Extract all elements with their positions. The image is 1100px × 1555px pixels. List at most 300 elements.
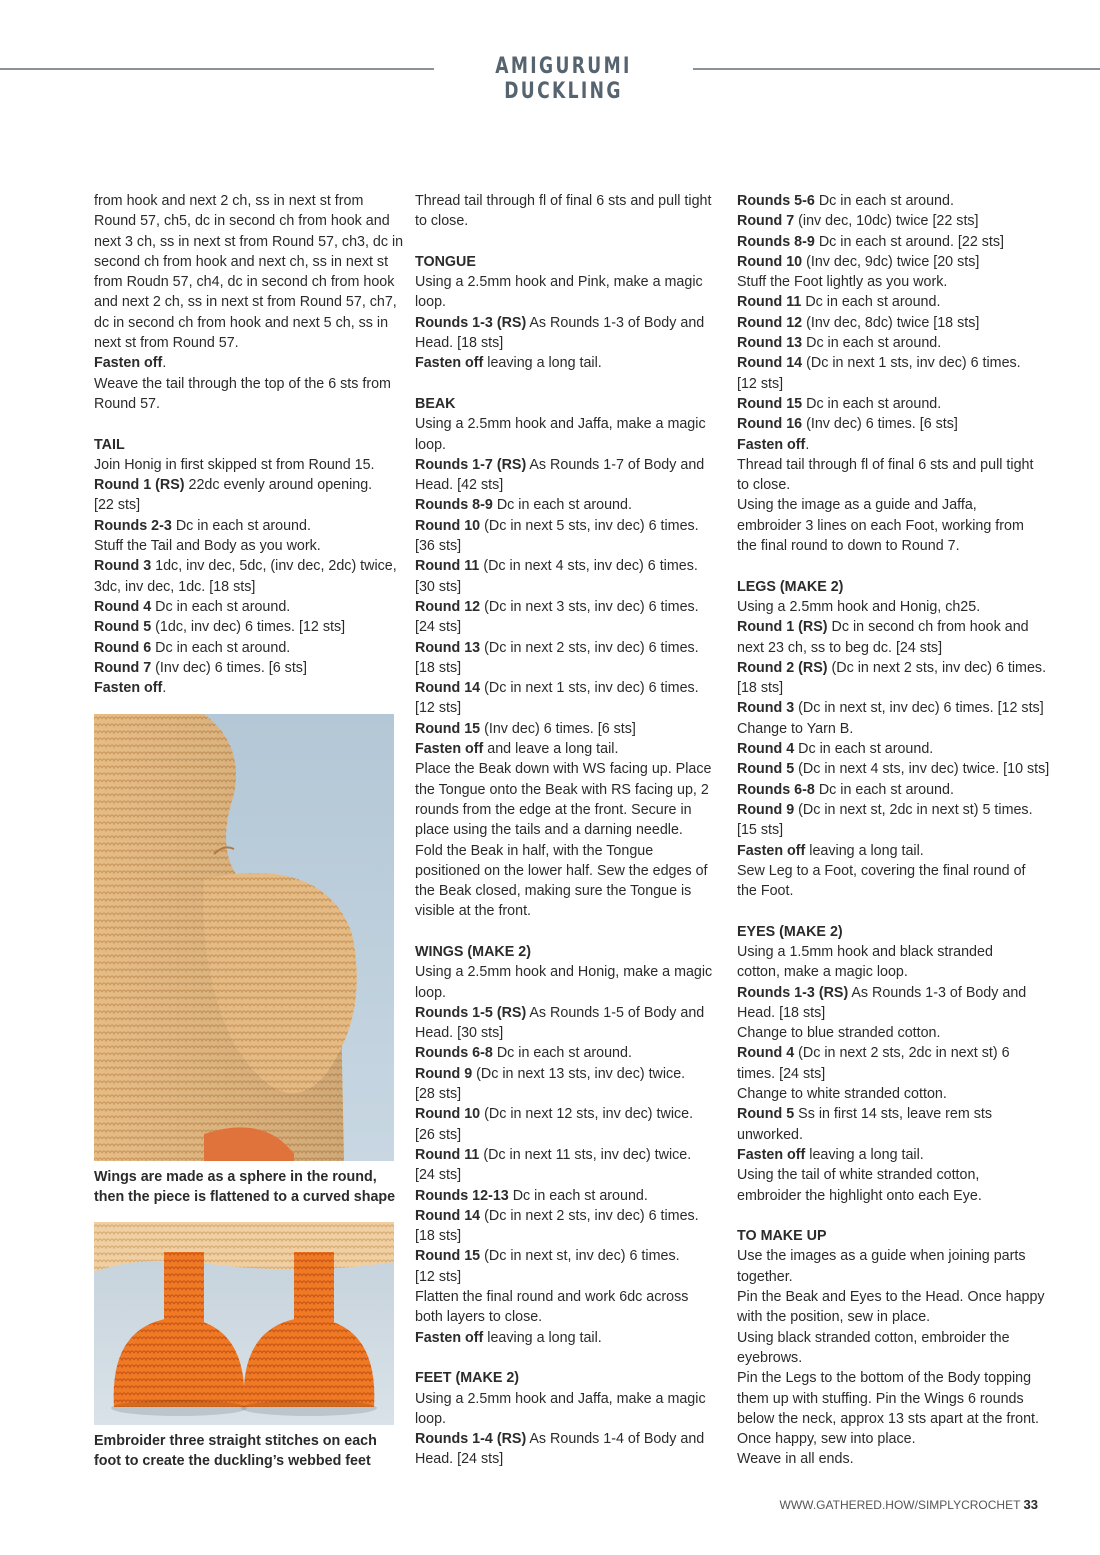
text-line bbox=[737, 983, 1042, 1003]
bold-label: Round 11 bbox=[415, 558, 480, 575]
text-line bbox=[415, 313, 715, 333]
text-line bbox=[94, 536, 394, 556]
text-line bbox=[737, 435, 1042, 455]
line-text: Using the image as a guide and Jaffa, bbox=[737, 497, 977, 514]
line-text: leaving a long tail. bbox=[483, 355, 602, 372]
line-text: (Dc in next 5 sts, inv dec) 6 times. bbox=[480, 517, 699, 534]
text-line bbox=[415, 983, 715, 1003]
line-text: (Dc in next 12 sts, inv dec) twice. bbox=[480, 1106, 694, 1123]
line-text: leaving a long tail. bbox=[805, 842, 924, 859]
text-line bbox=[415, 1287, 715, 1307]
text-line bbox=[737, 597, 1042, 617]
paragraph-gap bbox=[737, 1206, 1042, 1226]
text-line bbox=[94, 292, 397, 312]
text-line bbox=[737, 252, 1042, 272]
bold-label: Round 2 (RS) bbox=[737, 659, 828, 676]
text-line bbox=[737, 658, 1047, 678]
line-text: 22dc evenly around opening. bbox=[184, 477, 373, 494]
text-line bbox=[94, 658, 394, 678]
text-line bbox=[415, 1064, 715, 1084]
line-text: (1dc, inv dec) 6 times. [12 sts] bbox=[151, 619, 346, 636]
bold-label: Round 4 bbox=[737, 1045, 795, 1062]
text-line bbox=[415, 1043, 715, 1063]
bold-label: Rounds 5-6 bbox=[737, 193, 815, 209]
bold-label: Rounds 6-8 bbox=[415, 1045, 493, 1062]
line-text: place using the tails and a darning needle. bbox=[415, 822, 683, 839]
text-line bbox=[737, 1165, 1042, 1185]
text-line bbox=[415, 1226, 715, 1246]
bold-label: Round 4 bbox=[737, 741, 795, 758]
text-line bbox=[94, 313, 394, 333]
text-line bbox=[737, 719, 1042, 739]
text-line bbox=[94, 678, 394, 698]
text-line bbox=[737, 820, 1042, 840]
bold-label: Rounds 12-13 bbox=[415, 1187, 509, 1204]
bold-label: Round 15 bbox=[415, 720, 481, 737]
line-text: Weave in all ends. bbox=[737, 1451, 854, 1468]
line-text: Dc in each st around. bbox=[814, 193, 954, 209]
line-text: [12 sts] bbox=[415, 1268, 462, 1285]
header-rule-right bbox=[693, 68, 1100, 70]
line-text: and next 2 ch, ss in next st from Round 57, ch7, bbox=[94, 294, 397, 311]
text-line bbox=[737, 759, 1050, 779]
text-line bbox=[737, 536, 1042, 556]
bold-label: Round 9 bbox=[737, 801, 795, 818]
line-text: (Inv dec, 8dc) twice [18 sts] bbox=[802, 314, 980, 331]
line-text: Pin the Beak and Eyes to the Head. Once happy bbox=[737, 1289, 1045, 1306]
line-text: loop. bbox=[415, 436, 447, 453]
line-text: Weave the tail through the top of the 6 sts from bbox=[94, 375, 391, 392]
text-line bbox=[415, 1206, 715, 1226]
text-line bbox=[415, 435, 715, 455]
bold-label: Round 6 bbox=[94, 639, 152, 656]
line-text: next 3 ch, ss in next st from Round 57, ch3, dc in bbox=[94, 233, 404, 250]
text-line bbox=[415, 841, 715, 861]
line-text: unworked. bbox=[737, 1126, 803, 1143]
line-text: (inv dec, 10dc) twice [22 sts] bbox=[794, 213, 979, 230]
line-text: Thread tail through fl of final 6 sts and pull tight bbox=[415, 193, 712, 209]
text-line bbox=[737, 1186, 1042, 1206]
line-text: Using a 2.5mm hook and Jaffa, make a magic bbox=[415, 416, 706, 433]
text-line bbox=[737, 1003, 1042, 1023]
text-line bbox=[415, 211, 715, 231]
bold-label: Fasten off bbox=[415, 1329, 484, 1346]
text-line bbox=[737, 942, 1042, 962]
bold-label: Round 10 bbox=[737, 253, 803, 270]
text-line bbox=[737, 780, 1042, 800]
caption-line: foot to create the duckling’s webbed feet bbox=[94, 1453, 371, 1470]
line-text: Dc in each st around. bbox=[794, 741, 934, 758]
line-text: rounds from the edge at the front. Secure in bbox=[415, 801, 692, 818]
line-text: . bbox=[805, 436, 810, 453]
bold-label: WINGS (MAKE 2) bbox=[415, 943, 531, 960]
bold-label: Round 12 bbox=[737, 314, 803, 331]
line-text: Dc in each st around. bbox=[492, 497, 632, 514]
line-text: [12 sts] bbox=[415, 700, 462, 717]
text-line bbox=[737, 922, 1042, 942]
line-text: positioned on the lower half. Sew the edges of bbox=[415, 862, 708, 879]
text-line bbox=[737, 1125, 1042, 1145]
text-line bbox=[94, 475, 394, 495]
text-line bbox=[737, 678, 1042, 698]
line-text: Flatten the final round and work 6dc across bbox=[415, 1289, 689, 1306]
line-text: (Dc in next st, 2dc in next st) 5 times. bbox=[794, 801, 1033, 818]
text-line bbox=[737, 881, 1042, 901]
line-text: loop. bbox=[415, 1410, 447, 1427]
text-line bbox=[94, 333, 394, 353]
line-text: Dc in each st around. bbox=[814, 781, 954, 798]
line-text: As Rounds 1-7 of Body and bbox=[526, 456, 705, 473]
text-line bbox=[415, 191, 715, 211]
text-line bbox=[737, 394, 1042, 414]
text-line bbox=[94, 232, 404, 252]
text-line bbox=[737, 455, 1042, 475]
text-line bbox=[737, 1409, 1042, 1429]
bold-label: EYES (MAKE 2) bbox=[737, 923, 843, 940]
bold-label: Round 11 bbox=[737, 294, 802, 311]
text-line bbox=[94, 272, 394, 292]
bold-label: Round 14 bbox=[415, 680, 481, 697]
line-text: dc in second ch from hook and next 5 ch, ss in bbox=[94, 314, 389, 331]
photo-wing-closeup bbox=[94, 714, 394, 1161]
text-line bbox=[415, 1023, 715, 1043]
line-text: (Dc in next 13 sts, inv dec) twice. bbox=[472, 1065, 686, 1082]
line-text: cotton, make a magic loop. bbox=[737, 964, 908, 981]
text-line bbox=[94, 353, 394, 373]
text-line bbox=[94, 191, 394, 211]
line-text: (Dc in next st, inv dec) 6 times. bbox=[480, 1248, 680, 1265]
line-text: eyebrows. bbox=[737, 1349, 803, 1366]
bold-label: Fasten off bbox=[737, 1146, 806, 1163]
line-text: Head. [42 sts] bbox=[415, 477, 504, 494]
line-text: [26 sts] bbox=[415, 1126, 462, 1143]
line-text: Fold the Beak in half, with the Tongue bbox=[415, 842, 654, 859]
text-line bbox=[415, 597, 715, 617]
line-text: As Rounds 1-4 of Body and bbox=[526, 1431, 705, 1448]
text-line bbox=[415, 1449, 715, 1469]
bold-label: Round 1 (RS) bbox=[737, 619, 828, 636]
bold-label: Fasten off bbox=[415, 741, 484, 758]
line-text: (Inv dec) 6 times. [6 sts] bbox=[151, 659, 307, 676]
text-line bbox=[415, 1165, 715, 1185]
text-line bbox=[737, 1246, 1042, 1266]
line-text: (Dc in next 2 sts, inv dec) 6 times. bbox=[827, 659, 1047, 676]
text-line bbox=[94, 556, 397, 576]
line-text: (Inv dec) 6 times. [6 sts] bbox=[480, 720, 636, 737]
text-line bbox=[737, 1104, 1042, 1124]
bold-label: Round 3 bbox=[737, 700, 795, 717]
bold-label: Rounds 1-3 (RS) bbox=[415, 314, 527, 331]
line-text: to close. bbox=[737, 477, 791, 494]
line-text: Round 57, ch5, dc in second ch from hook and bbox=[94, 213, 390, 230]
text-line bbox=[737, 1043, 1042, 1063]
line-text: Head. [18 sts] bbox=[737, 1004, 826, 1021]
text-line bbox=[415, 1084, 715, 1104]
text-line bbox=[415, 780, 715, 800]
text-line bbox=[737, 414, 1042, 434]
line-text: to close. bbox=[415, 213, 469, 230]
text-line bbox=[415, 1003, 715, 1023]
text-line bbox=[737, 617, 1042, 637]
line-text: them up with stuffing. Pin the Wings 6 rounds bbox=[737, 1390, 1024, 1407]
bold-label: Round 9 bbox=[415, 1065, 473, 1082]
bold-label: Round 7 bbox=[94, 659, 152, 676]
bold-label: Rounds 8-9 bbox=[737, 233, 815, 250]
line-text: Dc in each st around. bbox=[802, 335, 942, 352]
text-line bbox=[737, 577, 1042, 597]
bold-label: Rounds 1-3 (RS) bbox=[737, 984, 849, 1001]
line-text: Thread tail through fl of final 6 sts and pull tight bbox=[737, 456, 1034, 473]
bold-label: Round 10 bbox=[415, 1106, 481, 1123]
line-text: Using a 2.5mm hook and Honig, make a magic bbox=[415, 964, 713, 981]
text-line bbox=[737, 292, 1042, 312]
text-line bbox=[737, 1389, 1042, 1409]
text-line bbox=[415, 1104, 715, 1124]
text-line bbox=[737, 495, 1042, 515]
line-text: Dc in each st around. bbox=[802, 395, 942, 412]
text-line bbox=[415, 719, 715, 739]
text-line bbox=[737, 1267, 1042, 1287]
text-line bbox=[737, 1064, 1042, 1084]
line-text: second ch from hook and next ch, ss in next st bbox=[94, 253, 389, 270]
bold-label: Rounds 1-7 (RS) bbox=[415, 456, 527, 473]
text-line bbox=[737, 1348, 1042, 1368]
line-text: Head. [18 sts] bbox=[415, 335, 504, 352]
paragraph-gap bbox=[737, 556, 1042, 576]
line-text: next 23 ch, ss to beg dc. [24 sts] bbox=[737, 639, 943, 656]
paragraph-gap bbox=[415, 374, 715, 394]
line-text: Dc in each st around. bbox=[171, 517, 311, 534]
text-line bbox=[737, 232, 1042, 252]
bold-label: Round 10 bbox=[415, 517, 481, 534]
line-text: Pin the Legs to the bottom of the Body topping bbox=[737, 1370, 1032, 1387]
paragraph-gap bbox=[415, 1348, 715, 1368]
text-line bbox=[415, 881, 715, 901]
line-text: Once happy, sew into place. bbox=[737, 1431, 916, 1448]
bold-label: Fasten off bbox=[737, 436, 806, 453]
text-line bbox=[737, 1307, 1042, 1327]
text-line bbox=[737, 313, 1042, 333]
line-text: Stuff the Foot lightly as you work. bbox=[737, 274, 948, 291]
bold-label: Round 13 bbox=[415, 639, 481, 656]
line-text: 1dc, inv dec, 5dc, (inv dec, 2dc) twice, bbox=[151, 558, 397, 575]
text-line bbox=[415, 333, 715, 353]
bold-label: Round 12 bbox=[415, 598, 481, 615]
column-2 bbox=[415, 191, 715, 1470]
text-line bbox=[737, 1145, 1042, 1165]
line-text: [18 sts] bbox=[415, 1228, 462, 1245]
line-text: (Dc in next 1 sts, inv dec) 6 times. bbox=[480, 680, 699, 697]
line-text: both layers to close. bbox=[415, 1309, 543, 1326]
line-text: [24 sts] bbox=[415, 619, 462, 636]
line-text: (Inv dec) 6 times. [6 sts] bbox=[802, 416, 958, 433]
text-line bbox=[415, 556, 715, 576]
line-text: Dc in each st around. bbox=[151, 598, 291, 615]
text-line bbox=[94, 374, 394, 394]
line-text: Place the Beak down with WS facing up. Place bbox=[415, 761, 712, 778]
caption-line: Wings are made as a sphere in the round, bbox=[94, 1169, 377, 1185]
text-line bbox=[737, 374, 1042, 394]
bold-label: Round 4 bbox=[94, 598, 152, 615]
line-text: embroider 3 lines on each Foot, working from bbox=[737, 517, 1024, 534]
text-line bbox=[415, 495, 715, 515]
line-text: (Dc in next 4 sts, inv dec) twice. [10 sts] bbox=[794, 761, 1050, 778]
photo-feet-closeup bbox=[94, 1222, 394, 1425]
text-line bbox=[94, 252, 394, 272]
text-line bbox=[415, 394, 715, 414]
text-line bbox=[415, 292, 715, 312]
bold-label: Rounds 1-4 (RS) bbox=[415, 1431, 527, 1448]
line-text: (Dc in next 2 sts, inv dec) 6 times. bbox=[480, 639, 699, 656]
text-line bbox=[737, 1449, 1042, 1469]
line-text: Head. [30 sts] bbox=[415, 1025, 504, 1042]
line-text: 3dc, inv dec, 1dc. [18 sts] bbox=[94, 578, 256, 595]
line-text: (Dc in next 4 sts, inv dec) 6 times. bbox=[479, 558, 698, 575]
line-text: Dc in each st around. bbox=[508, 1187, 648, 1204]
line-text: [24 sts] bbox=[415, 1167, 462, 1184]
line-text: from hook and next 2 ch, ss in next st from bbox=[94, 193, 364, 209]
text-line bbox=[737, 962, 1042, 982]
text-line bbox=[415, 414, 715, 434]
text-line bbox=[737, 861, 1042, 881]
caption-wings bbox=[94, 1167, 399, 1208]
line-text: Ss in first 14 sts, leave rem sts bbox=[794, 1106, 993, 1123]
text-line bbox=[415, 1307, 715, 1327]
text-line bbox=[415, 1186, 715, 1206]
bold-label: Round 14 bbox=[737, 355, 803, 372]
bold-label: TAIL bbox=[94, 436, 125, 453]
text-line bbox=[737, 841, 1042, 861]
text-line bbox=[415, 1389, 715, 1409]
bold-label: FEET (MAKE 2) bbox=[415, 1370, 520, 1387]
text-line bbox=[737, 1328, 1042, 1348]
line-text: Dc in each st around. bbox=[492, 1045, 632, 1062]
line-text: (Dc in next 1 sts, inv dec) 6 times. bbox=[802, 355, 1021, 372]
line-text: the Beak closed, making sure the Tongue is bbox=[415, 883, 692, 900]
line-text: from Roudn 57, ch4, dc in second ch from hook bbox=[94, 274, 395, 291]
column-3 bbox=[737, 191, 1050, 1470]
line-text: [22 sts] bbox=[94, 497, 141, 514]
line-text: Using the tail of white stranded cotton, bbox=[737, 1167, 980, 1184]
text-line bbox=[415, 678, 715, 698]
text-line bbox=[415, 739, 715, 759]
bold-label: Fasten off bbox=[737, 842, 806, 859]
line-text: embroider the highlight onto each Eye. bbox=[737, 1187, 982, 1204]
text-line bbox=[737, 333, 1042, 353]
line-text: [18 sts] bbox=[737, 680, 784, 697]
line-text: Using a 2.5mm hook and Jaffa, make a magic bbox=[415, 1390, 706, 1407]
header-rule-left bbox=[0, 68, 434, 70]
bold-label: Round 5 bbox=[737, 1106, 795, 1123]
text-line bbox=[737, 1023, 1042, 1043]
text-line bbox=[415, 536, 715, 556]
line-text: Change to blue stranded cotton. bbox=[737, 1025, 941, 1042]
line-text: together. bbox=[737, 1268, 793, 1285]
line-text: the final round to down to Round 7. bbox=[737, 538, 960, 555]
line-text: Using a 1.5mm hook and black stranded bbox=[737, 943, 993, 960]
text-line bbox=[94, 495, 394, 515]
text-line bbox=[415, 800, 715, 820]
bold-label: Round 7 bbox=[737, 213, 795, 230]
text-line bbox=[415, 353, 715, 373]
text-line bbox=[737, 1226, 1042, 1246]
line-text: (Dc in next 2 sts, inv dec) 6 times. bbox=[480, 1207, 699, 1224]
line-text: Stuff the Tail and Body as you work. bbox=[94, 538, 321, 555]
page-number: 33 bbox=[1023, 1497, 1038, 1512]
line-text: below the neck, approx 13 sts apart at the front. bbox=[737, 1410, 1040, 1427]
text-line bbox=[737, 1084, 1042, 1104]
line-text: the Tongue onto the Beak with RS facing up, 2 bbox=[415, 781, 709, 798]
text-line bbox=[737, 638, 1042, 658]
text-line bbox=[415, 252, 715, 272]
footer-url[interactable]: WWW.GATHERED.HOW/SIMPLYCROCHET bbox=[779, 1498, 1021, 1512]
text-line bbox=[737, 800, 1042, 820]
bold-label: Round 13 bbox=[737, 335, 803, 352]
line-text: Change to white stranded cotton. bbox=[737, 1086, 947, 1103]
bold-label: Rounds 8-9 bbox=[415, 497, 493, 514]
text-line bbox=[737, 272, 1042, 292]
line-text: leaving a long tail. bbox=[483, 1329, 602, 1346]
text-line bbox=[737, 516, 1042, 536]
paragraph-gap bbox=[94, 414, 394, 434]
text-line bbox=[415, 861, 715, 881]
bold-label: BEAK bbox=[415, 395, 456, 412]
line-text: [18 sts] bbox=[415, 659, 462, 676]
line-text: visible at the front. bbox=[415, 903, 532, 920]
bold-label: Round 15 bbox=[415, 1248, 481, 1265]
bold-label: Rounds 1-5 (RS) bbox=[415, 1004, 527, 1021]
bold-label: TO MAKE UP bbox=[737, 1228, 827, 1245]
line-text: Head. [24 sts] bbox=[415, 1451, 504, 1468]
paragraph-gap bbox=[737, 901, 1042, 921]
page-footer bbox=[780, 1497, 1038, 1512]
line-text: Sew Leg to a Foot, covering the final round of bbox=[737, 862, 1026, 879]
text-line bbox=[737, 739, 1042, 759]
text-line bbox=[737, 191, 1042, 211]
line-text: Join Honig in first skipped st from Round 15. bbox=[94, 456, 375, 473]
text-line bbox=[94, 617, 394, 637]
text-line bbox=[415, 1328, 715, 1348]
line-text: [30 sts] bbox=[415, 578, 462, 595]
text-line bbox=[415, 455, 715, 475]
caption-feet bbox=[94, 1431, 399, 1472]
text-line bbox=[415, 962, 715, 982]
line-text: the Foot. bbox=[737, 883, 794, 900]
caption-line: then the piece is flattened to a curved shape bbox=[94, 1189, 396, 1206]
caption-line: Embroider three straight stitches on each bbox=[94, 1433, 377, 1449]
line-text: Dc in each st around. bbox=[151, 639, 291, 656]
line-text: Using a 2.5mm hook and Pink, make a magic bbox=[415, 274, 703, 291]
bold-label: Round 15 bbox=[737, 395, 803, 412]
line-text: (Dc in next st, inv dec) 6 times. [12 sts] bbox=[794, 700, 1044, 717]
paragraph-gap bbox=[415, 232, 715, 252]
text-line bbox=[94, 455, 394, 475]
text-line bbox=[737, 698, 1042, 718]
text-line bbox=[415, 1246, 715, 1266]
text-line bbox=[94, 211, 394, 231]
line-text: [15 sts] bbox=[737, 822, 784, 839]
text-line bbox=[415, 516, 715, 536]
text-line bbox=[94, 638, 394, 658]
line-text: loop. bbox=[415, 984, 447, 1001]
line-text: (Dc in next 11 sts, inv dec) twice. bbox=[479, 1146, 692, 1163]
line-text: Use the images as a guide when joining parts bbox=[737, 1248, 1026, 1265]
line-text: leaving a long tail. bbox=[805, 1146, 924, 1163]
line-text: (Dc in next 2 sts, 2dc in next st) 6 bbox=[794, 1045, 1010, 1062]
page-header-title: AMIGURUMI DUCKLING bbox=[495, 54, 632, 104]
line-text: As Rounds 1-3 of Body and bbox=[526, 314, 705, 331]
bold-label: Round 11 bbox=[415, 1146, 480, 1163]
